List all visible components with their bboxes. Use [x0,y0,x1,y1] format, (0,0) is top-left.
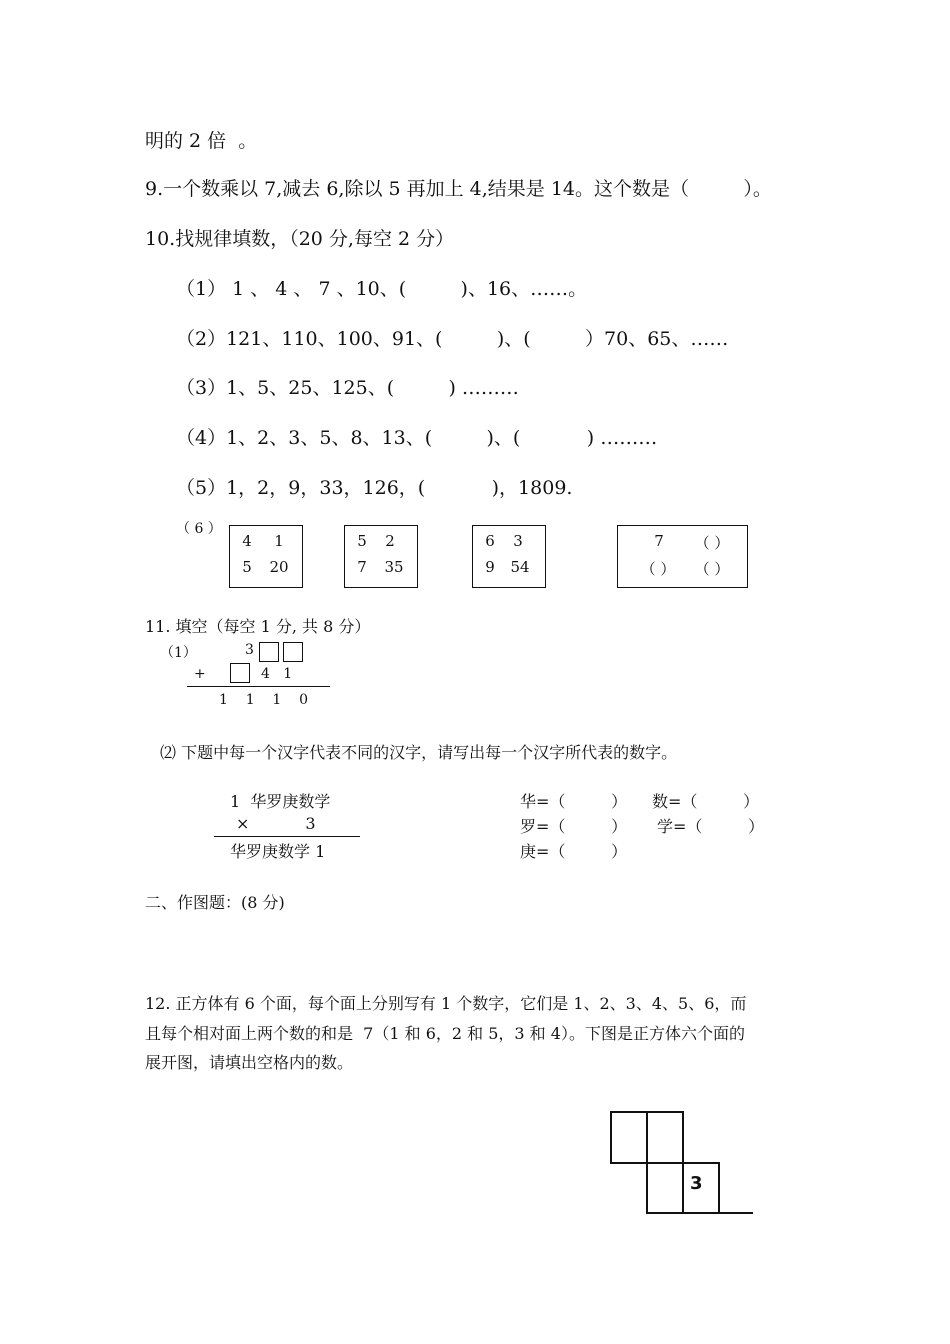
net-edge [646,1212,753,1214]
question-10-title: 10.找规律填数，（20 分,每空 2 分） [145,228,455,250]
question-10-3: （3）1、5、25、125、( ) ……… [176,377,519,399]
box-cell: 4 [242,532,252,550]
question-10-4: （4）1、2、3、5、8、13、( )、( ) ……… [176,427,658,449]
box-cell-blank: （ ） [694,534,730,552]
addend-digits: 4 1 [261,666,293,682]
line-top: 明的 2 倍 。 [145,130,258,152]
box-cell: 2 [385,532,395,550]
box-cell: 3 [513,532,523,550]
question-10-6-label: （ 6 ） [176,521,222,537]
box-cell: 9 [485,558,495,576]
number-box-3 [472,525,546,588]
box-cell: 7 [654,532,664,550]
net-edge [646,1111,648,1213]
answer-shu: 数=（ ） [652,792,760,811]
net-edge [682,1111,684,1213]
box-cell: 5 [242,558,252,576]
answer-geng: 庚=（ ） [520,842,628,861]
sum-result: 1 1 1 0 [219,692,309,708]
box-cell: 20 [269,558,289,576]
question-12-line2: 且每个相对面上两个数的和是 7（1 和 6，2 和 5，3 和 4）。下图是正方体六个面的 [145,1024,745,1043]
box-cell: 35 [384,558,404,576]
box-cell: 7 [357,558,367,576]
question-10-2: （2）121、110、100、91、( )、( ）70、65、…… [176,328,729,350]
question-10-1: （1） 1 、 4 、 7 、10、( )、16、……。 [176,278,588,300]
question-12-line1: 12. 正方体有 6 个面，每个面上分别写有 1 个数字，它们是 1、2、3、4、5、6，而 [145,994,747,1013]
multiplier: × 3 [236,814,316,833]
blank-square[interactable] [230,663,250,683]
net-edge [610,1162,719,1164]
blank-square[interactable] [283,642,303,662]
box-cell: 6 [485,532,495,550]
number-box-1 [229,525,303,588]
question-11-1-label: （1） [160,645,197,661]
plus-sign: + [194,666,206,682]
question-12-line3: 展开图，请填出空格内的数。 [145,1053,354,1072]
question-11-title: 11. 填空（每空 1 分, 共 8 分） [145,617,371,636]
answer-luo: 罗=（ ） [520,817,628,836]
net-given-number: 3 [690,1173,703,1194]
box-cell: 5 [357,532,367,550]
net-edge [718,1162,720,1213]
blank-square[interactable] [259,642,279,662]
sum-line [187,686,330,687]
addend-digit: 3 [245,642,254,658]
number-box-4 [617,525,748,588]
box-cell: 54 [510,558,530,576]
question-10-5: （5）1，2，9，33，126，( )，1809. [176,477,573,499]
answer-xue: 学=（ ） [657,817,765,836]
box-cell-blank: （ ） [694,560,730,578]
multiplicand: 1 华罗庚数学 [230,792,331,811]
box-cell-blank: （ ） [640,560,676,578]
question-9: 9.一个数乘以 7,减去 6,除以 5 再加上 4,结果是 14。这个数是（ ）。 [145,178,772,200]
number-box-2 [344,525,418,588]
box-cell: 1 [274,532,284,550]
net-edge [610,1111,612,1163]
product: 华罗庚数学 1 [230,842,326,861]
question-11-2-text: ⑵ 下题中每一个汉字代表不同的汉字，请写出每一个汉字所代表的数字。 [160,743,678,762]
product-line [214,836,360,837]
answer-hua: 华=（ ） [520,792,628,811]
section-2-title: 二、作图题：(8 分) [145,893,285,912]
